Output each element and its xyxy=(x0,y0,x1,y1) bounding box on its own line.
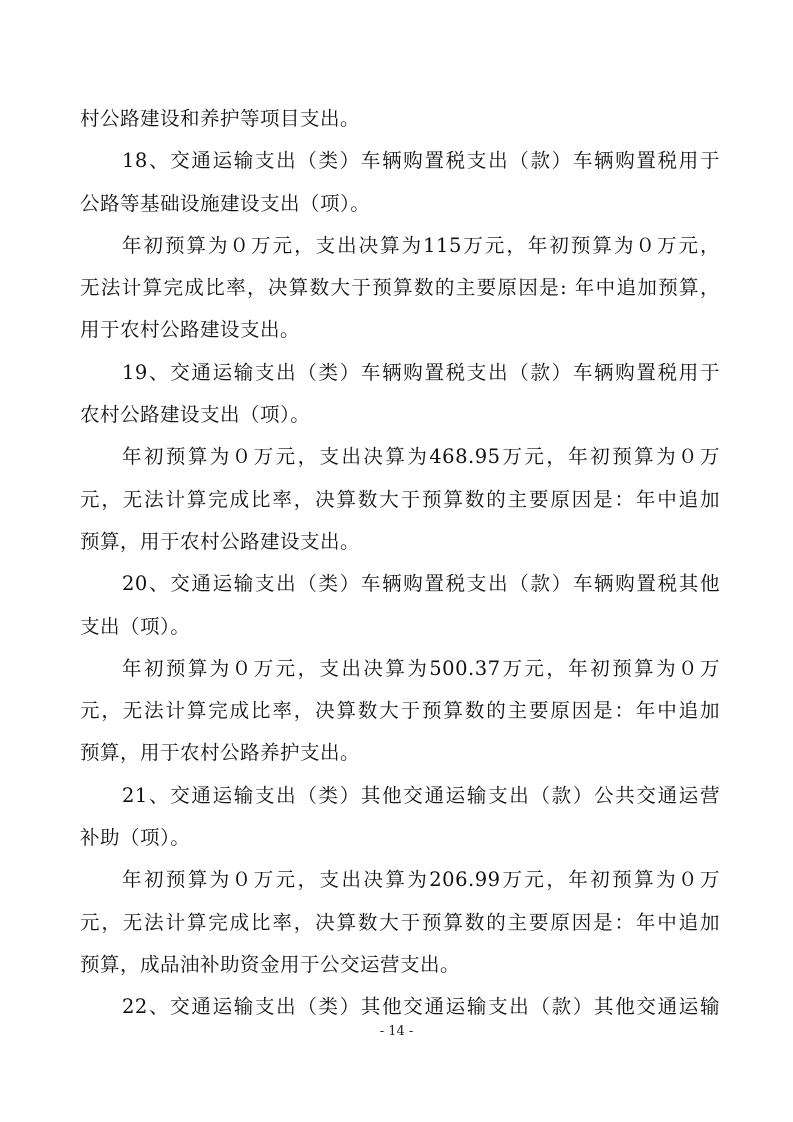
text-line: 预算，成品油补助资金用于公交运营支出。 xyxy=(80,952,461,976)
text-line: 22、交通运输支出（类）其他交通运输支出（款）其他交通运输 xyxy=(122,995,720,1019)
page-number: - 14 - xyxy=(379,1024,414,1039)
text-line: 补助（项）。 xyxy=(80,826,191,850)
text-line: 年初预算为０万元，支出决算为115万元，年初预算为０万元， xyxy=(122,233,720,257)
body-text xyxy=(80,98,720,1029)
text-line: 20、交通运输支出（类）车辆购置税支出（款）车辆购置税其他 xyxy=(122,572,720,596)
text-line: 无法计算完成比率，决算数大于预算数的主要原因是: 年中追加预算， xyxy=(80,276,720,300)
text-line: 21、交通运输支出（类）其他交通运输支出（款）公共交通运营 xyxy=(122,783,720,807)
text-line: 预算，用于农村公路养护支出。 xyxy=(80,741,361,765)
text-line: 19、交通运输支出（类）车辆购置税支出（款）车辆购置税用于 xyxy=(122,360,720,384)
text-line: 18、交通运输支出（类）车辆购置税支出（款）车辆购置税用于 xyxy=(122,149,720,173)
text-line: 农村公路建设支出（项）。 xyxy=(80,403,311,427)
text-line: 元，无法计算完成比率，决算数大于预算数的主要原因是：年中追加 xyxy=(80,699,720,723)
text-line: 用于农村公路建设支出。 xyxy=(80,318,301,342)
text-line: 年初预算为０万元，支出决算为500.37万元，年初预算为０万 xyxy=(122,656,720,680)
text-line: 元，无法计算完成比率，决算数大于预算数的主要原因是：年中追加 xyxy=(80,910,720,934)
text-line: 公路等基础设施建设支出（项）。 xyxy=(80,191,371,215)
text-line: 元，无法计算完成比率，决算数大于预算数的主要原因是：年中追加 xyxy=(80,487,720,511)
text-line: 支出（项）。 xyxy=(80,614,191,638)
text-line: 村公路建设和养护等项目支出。 xyxy=(80,107,361,130)
text-line: 预算，用于农村公路建设支出。 xyxy=(80,529,361,553)
text-line: 年初预算为０万元，支出决算为206.99万元，年初预算为０万 xyxy=(122,868,720,892)
text-line: 年初预算为０万元，支出决算为468.95万元，年初预算为０万 xyxy=(122,445,720,469)
